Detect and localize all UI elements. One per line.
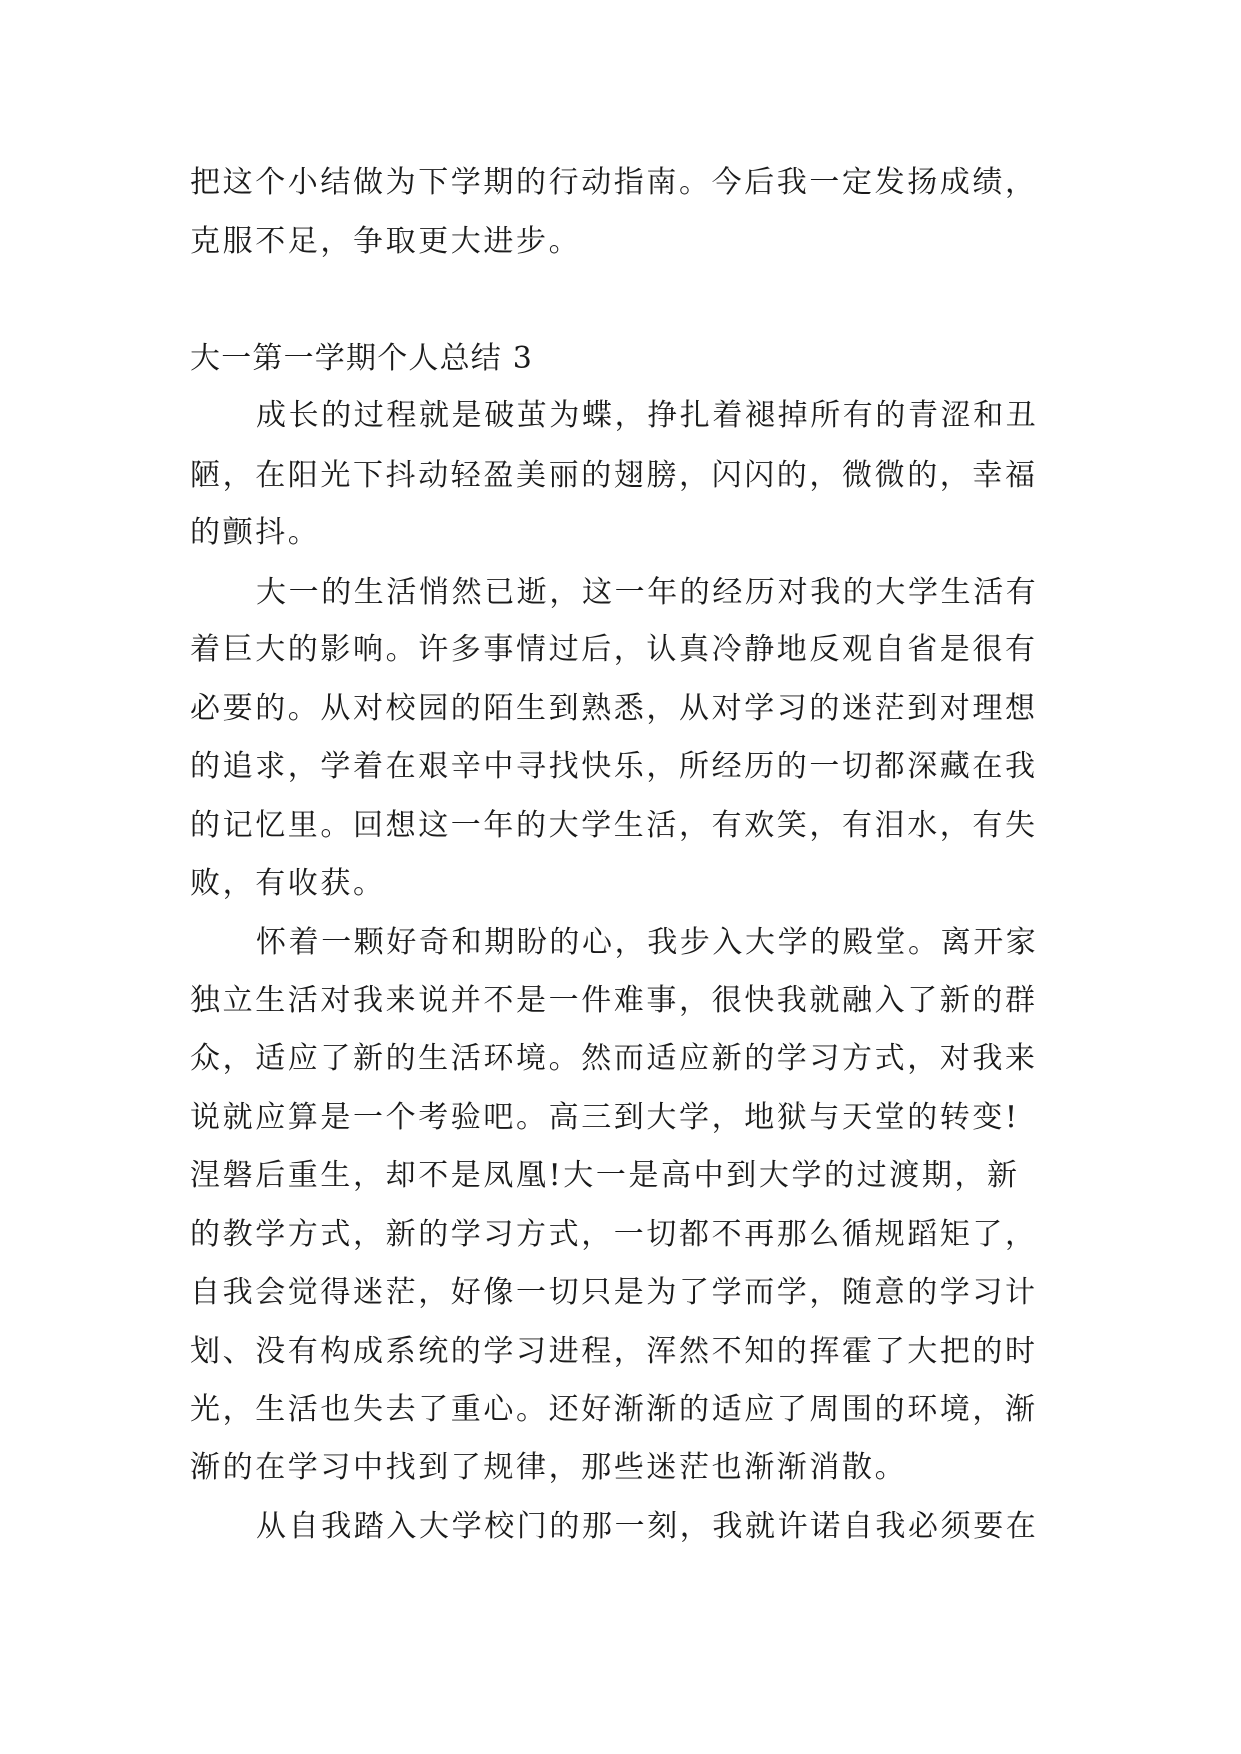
- paragraph-line: 涅磐后重生，却不是凤凰!大一是高中到大学的过渡期，新: [190, 1158, 1020, 1193]
- paragraph-line: 大一的生活悄然已逝，这一年的经历对我的大学生活有: [256, 575, 1039, 610]
- paragraph-line: 必要的。从对校园的陌生到熟悉，从对学习的迷茫到对理想: [190, 691, 1038, 726]
- paragraph-line: 败，有收获。: [190, 866, 386, 901]
- paragraph-line: 的颤抖。: [190, 515, 321, 550]
- paragraph-line: 成长的过程就是破茧为蝶，挣扎着褪掉所有的青涩和丑: [256, 398, 1039, 433]
- paragraph-line: 自我会觉得迷茫，好像一切只是为了学而学，随意的学习计: [190, 1275, 1038, 1310]
- intro-line: 把这个小结做为下学期的行动指南。今后我一定发扬成绩，: [190, 165, 1038, 200]
- intro-line: 克服不足，争取更大进步。: [190, 224, 582, 259]
- paragraph-line: 划、没有构成系统的学习进程，浑然不知的挥霍了大把的时: [190, 1334, 1038, 1369]
- paragraph-line: 说就应算是一个考验吧。高三到大学，地狱与天堂的转变!: [190, 1100, 1020, 1135]
- paragraph-line: 众，适应了新的生活环境。然而适应新的学习方式，对我来: [190, 1041, 1038, 1076]
- paragraph-line: 渐的在学习中找到了规律，那些迷茫也渐渐消散。: [190, 1450, 908, 1485]
- paragraph-line: 的记忆里。回想这一年的大学生活，有欢笑，有泪水，有失: [190, 808, 1038, 843]
- section-heading: 大一第一学期个人总结 3: [190, 341, 534, 376]
- paragraph-line: 着巨大的影响。许多事情过后，认真冷静地反观自省是很有: [190, 632, 1038, 667]
- paragraph-line: 陋，在阳光下抖动轻盈美丽的翅膀，闪闪的，微微的，幸福: [190, 458, 1038, 493]
- paragraph-line: 怀着一颗好奇和期盼的心，我步入大学的殿堂。离开家: [256, 925, 1039, 960]
- paragraph-line: 光，生活也失去了重心。还好渐渐的适应了周围的环境，渐: [190, 1392, 1038, 1427]
- paragraph-line: 从自我踏入大学校门的那一刻，我就许诺自我必须要在: [256, 1509, 1039, 1544]
- paragraph-line: 的追求，学着在艰辛中寻找快乐，所经历的一切都深藏在我: [190, 749, 1038, 784]
- paragraph-line: 独立生活对我来说并不是一件难事，很快我就融入了新的群: [190, 983, 1038, 1018]
- paragraph-line: 的教学方式，新的学习方式，一切都不再那么循规蹈矩了，: [190, 1217, 1038, 1252]
